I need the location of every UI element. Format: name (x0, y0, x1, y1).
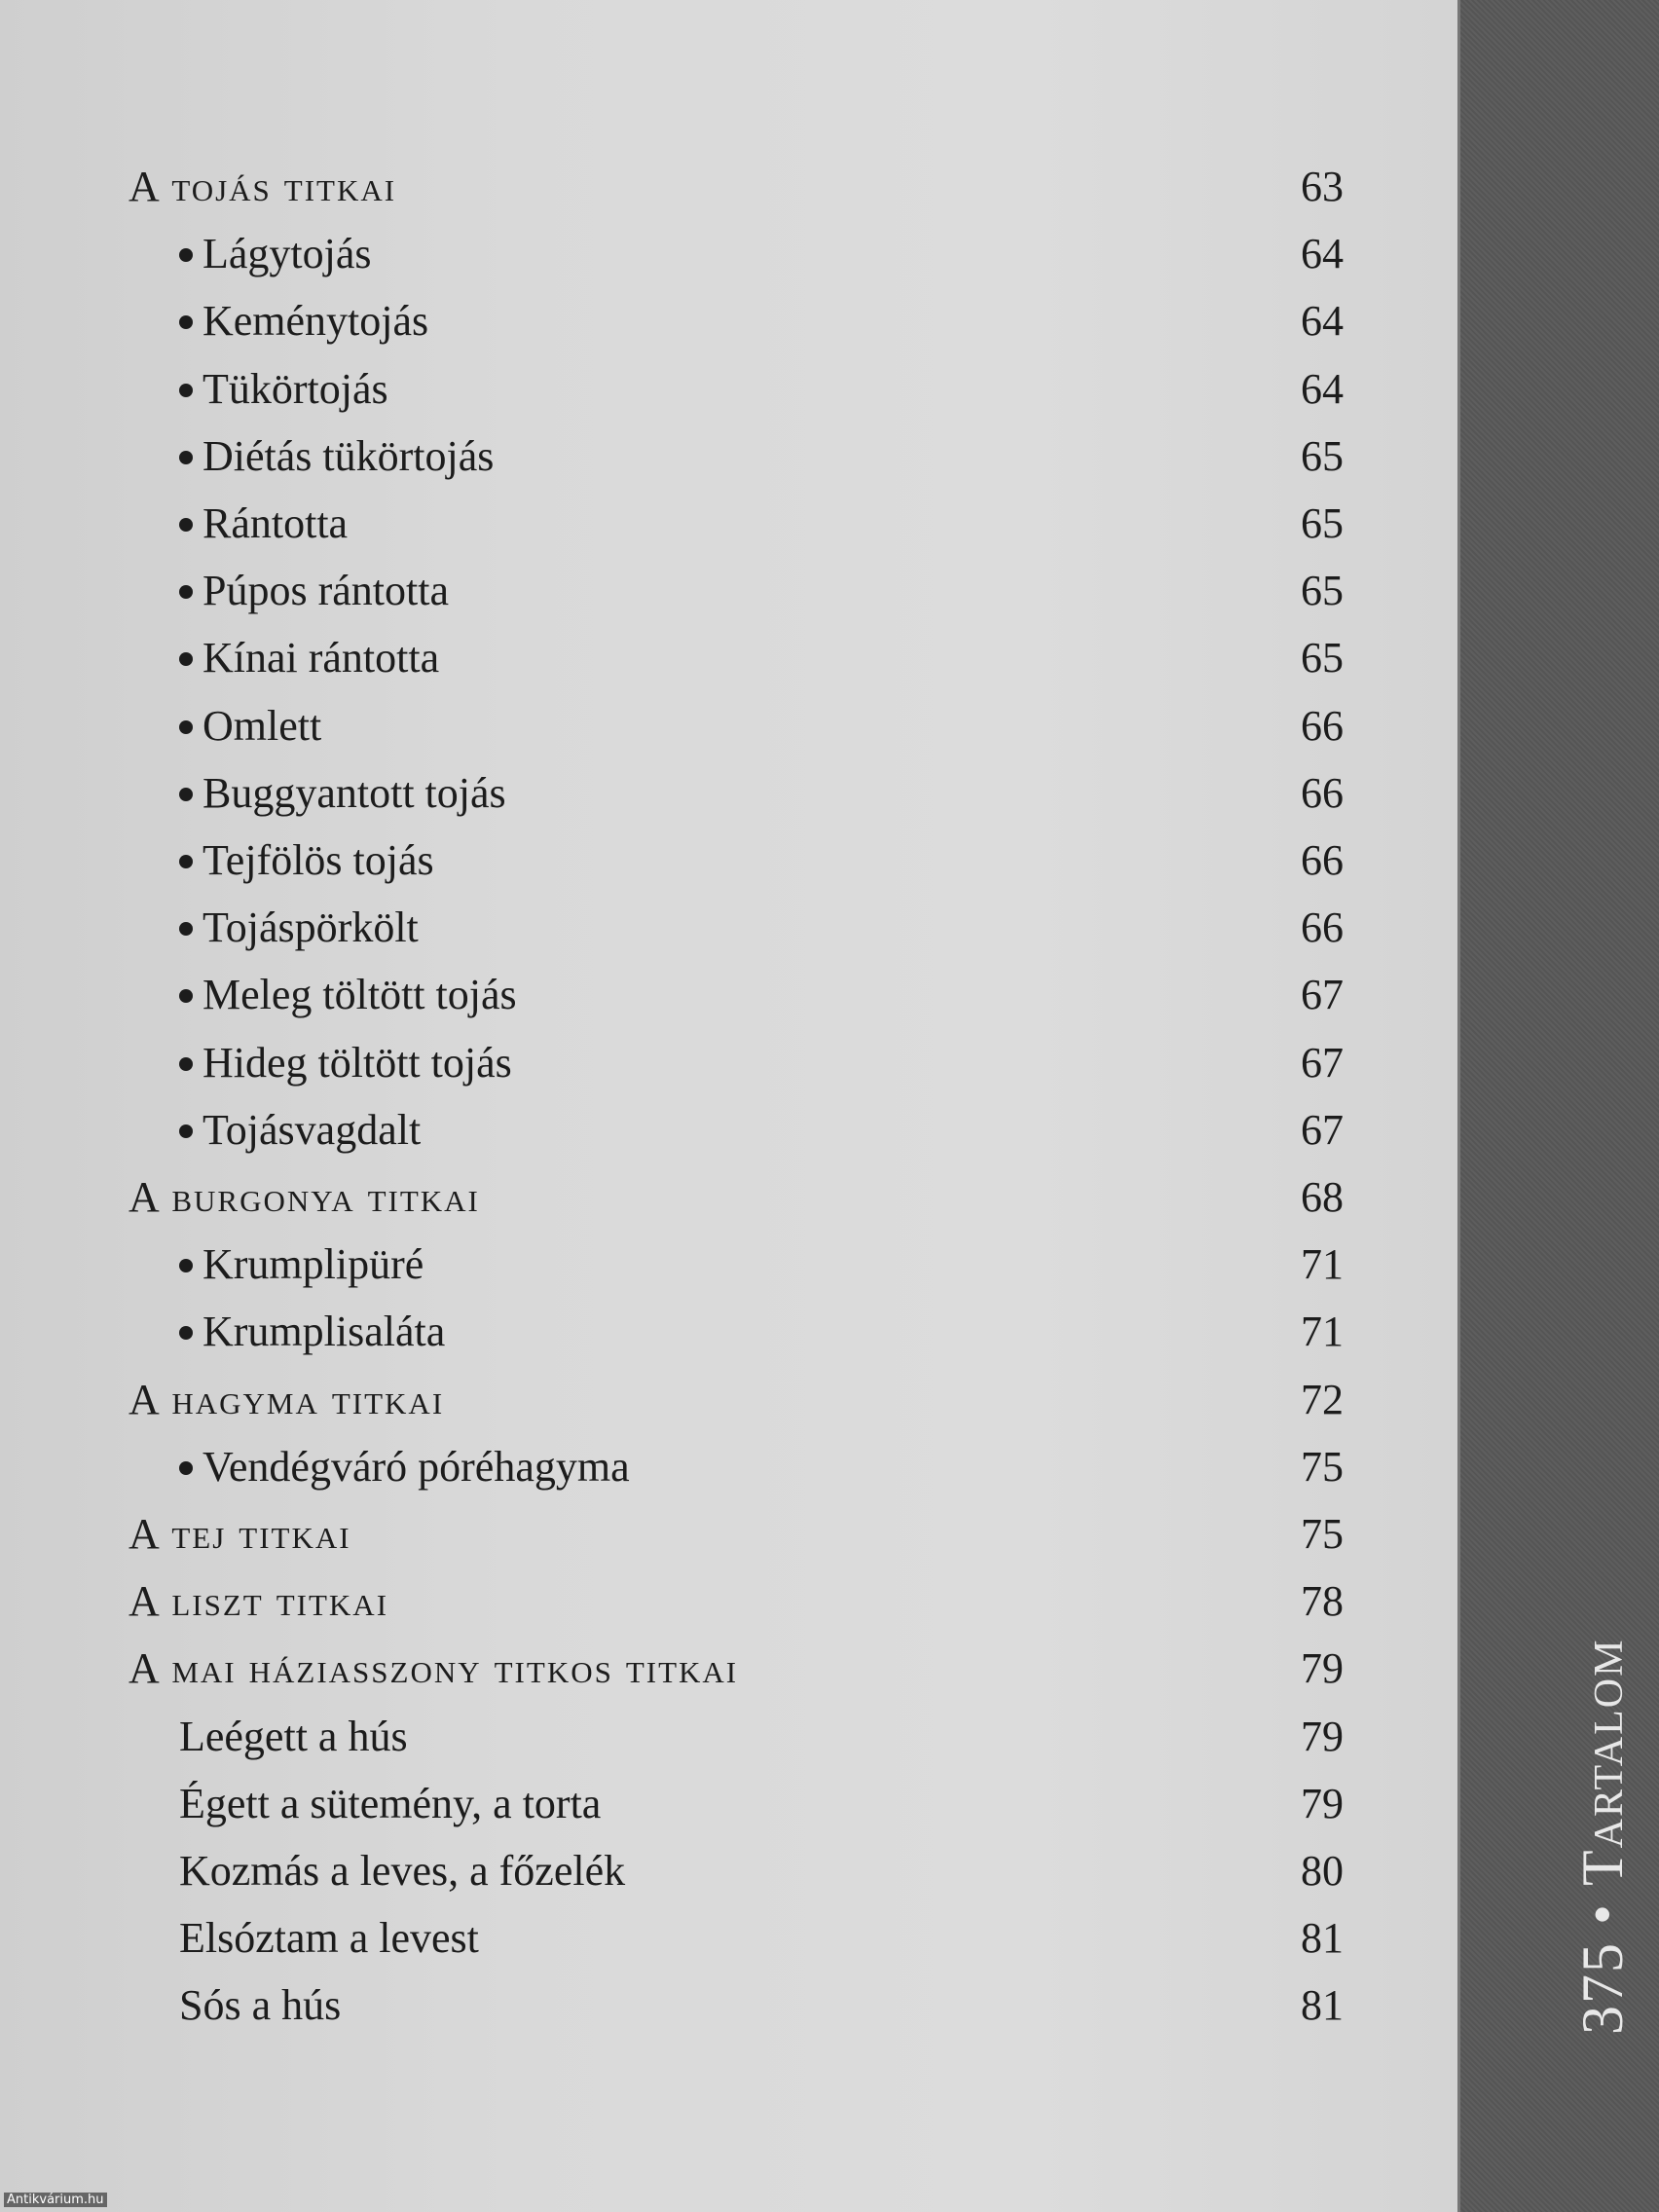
watermark: Antikvárium.hu (4, 2193, 107, 2207)
toc-entry-title (179, 831, 434, 890)
toc-entry (0, 360, 1363, 426)
toc-entry (0, 1976, 1363, 2043)
toc-section-title (129, 1371, 444, 1429)
running-separator: • (1570, 1901, 1635, 1925)
toc-page-number: 71 (1301, 1308, 1344, 1356)
toc-entry-title (179, 966, 517, 1024)
toc-page-number: 66 (1301, 768, 1344, 817)
toc-page-number: 79 (1301, 1644, 1344, 1693)
toc-entry (0, 831, 1363, 898)
toc-page-number: 67 (1301, 1038, 1344, 1087)
toc-page-number: 67 (1301, 971, 1344, 1019)
toc-entry-label: A liszt titkai (129, 1577, 389, 1626)
toc-entry-title (179, 1235, 424, 1294)
toc-page-number: 63 (1301, 163, 1344, 210)
toc-section-title (129, 158, 396, 216)
bullet-icon (179, 788, 193, 801)
toc-entry-label: Krumplisaláta (203, 1308, 446, 1356)
toc-entry-label: Kozmás a leves, a főzelék (179, 1847, 626, 1895)
toc-entry (0, 1438, 1363, 1504)
toc-section-title (129, 1505, 351, 1564)
bullet-icon (179, 585, 193, 599)
toc-entry (0, 899, 1363, 965)
toc-entry-label: Meleg töltött tojás (203, 971, 517, 1019)
toc-section-title (129, 1572, 388, 1631)
toc-page-number: 81 (1301, 1914, 1344, 1963)
toc-page-number: 64 (1301, 230, 1344, 278)
toc-entry (0, 427, 1363, 494)
toc-entry-title (179, 1976, 341, 2035)
toc-entry-title (179, 1034, 512, 1092)
toc-page-number: 67 (1301, 1105, 1344, 1154)
toc-entry (0, 697, 1363, 763)
toc-page-number: 79 (1301, 1712, 1344, 1760)
toc-page-number: 75 (1301, 1510, 1344, 1558)
toc-entry-label: Keménytojás (203, 297, 429, 346)
toc-entry-label: Elsóztam a levest (179, 1914, 479, 1963)
toc-entry (0, 1101, 1363, 1167)
toc-entry-label: Tejfölös tojás (203, 836, 434, 884)
bullet-icon (179, 1326, 193, 1340)
toc-entry-title (179, 292, 428, 350)
toc-entry-label: Omlett (203, 701, 322, 750)
toc-entry (0, 1640, 1363, 1706)
toc-entry (0, 1505, 1363, 1571)
bullet-icon (179, 1124, 193, 1138)
toc-entry-title (179, 427, 494, 486)
toc-entry-title (179, 697, 321, 756)
toc-entry-title (179, 1438, 630, 1496)
toc-entry (0, 1842, 1363, 1908)
toc-entry-title (179, 1303, 445, 1361)
toc-entry-title (179, 1842, 625, 1900)
bullet-icon (179, 1057, 193, 1071)
toc-entry-title (179, 562, 449, 620)
toc-entry-label: Vendégváró póréhagyma (203, 1442, 630, 1491)
toc-entry-label: Leégett a hús (179, 1712, 408, 1760)
running-title: Tartalom (1570, 1638, 1635, 1886)
toc-entry (0, 629, 1363, 695)
toc-entry (0, 495, 1363, 561)
toc-page-number: 66 (1301, 701, 1344, 750)
toc-entry (0, 1168, 1363, 1235)
bullet-icon (179, 451, 193, 464)
toc-entry-title (179, 1775, 601, 1833)
toc-entry (0, 966, 1363, 1032)
toc-entry-label: Diétás tükörtojás (203, 431, 495, 480)
toc-section-title (129, 1640, 738, 1698)
toc-entry (0, 1708, 1363, 1774)
toc-entry-label: Lágytojás (203, 230, 372, 278)
toc-page-number: 71 (1301, 1240, 1344, 1289)
toc-entry (0, 764, 1363, 830)
toc-entry (0, 292, 1363, 358)
toc-page-number: 78 (1301, 1577, 1344, 1626)
toc-page-number: 65 (1301, 431, 1344, 480)
toc-entry-label: Égett a sütemény, a torta (179, 1779, 602, 1827)
toc-entry-title (179, 1708, 408, 1766)
toc-entry (0, 1775, 1363, 1841)
toc-page-number: 64 (1301, 364, 1344, 413)
toc-entry (0, 1909, 1363, 1975)
toc-entry-label: Tojáspörkölt (203, 903, 419, 952)
bullet-icon (179, 1259, 193, 1272)
bullet-icon (179, 384, 193, 397)
toc-entry-label: Krumplipüré (203, 1240, 424, 1289)
bullet-icon (179, 720, 193, 734)
bullet-icon (179, 855, 193, 868)
bullet-icon (179, 248, 193, 262)
toc-page-number: 64 (1301, 297, 1344, 346)
toc-page-number: 66 (1301, 836, 1344, 884)
toc-entry-title (179, 629, 439, 687)
toc-entry (0, 158, 1363, 224)
toc-entry-label: Buggyantott tojás (203, 768, 506, 817)
bullet-icon (179, 518, 193, 532)
toc-page-number: 75 (1301, 1442, 1344, 1491)
toc-entry (0, 1034, 1363, 1100)
toc-entry-label: Sós a hús (179, 1981, 342, 2030)
toc-entry-label: A tej titkai (129, 1510, 351, 1558)
toc-entry-label: A tojás titkai (129, 163, 397, 210)
toc-page-number: 66 (1301, 903, 1344, 952)
toc-page-number: 65 (1301, 567, 1344, 615)
toc-entry-title (179, 360, 388, 419)
toc-entry-label: A hagyma titkai (129, 1375, 445, 1423)
running-header (1569, 1639, 1637, 2035)
toc-entry-title (179, 764, 506, 823)
toc-entry-label: Tojásvagdalt (203, 1105, 422, 1154)
toc-entry-title (179, 225, 372, 283)
toc-entry (0, 1303, 1363, 1369)
bullet-icon (179, 1461, 193, 1475)
running-page-number: 375 (1570, 1941, 1635, 2035)
toc-entry-title (179, 1909, 479, 1968)
toc-entry-title (179, 1101, 421, 1160)
toc-section-title (129, 1168, 480, 1227)
bullet-icon (179, 989, 193, 1003)
toc-page-number: 79 (1301, 1779, 1344, 1827)
toc-entry-label: Rántotta (203, 499, 349, 547)
bullet-icon (179, 922, 193, 936)
toc-entry (0, 225, 1363, 291)
toc-page-number: 80 (1301, 1847, 1344, 1895)
toc-entry-title (179, 899, 419, 957)
toc-entry-label: A burgonya titkai (129, 1173, 480, 1221)
toc-entry (0, 562, 1363, 628)
toc-entry (0, 1235, 1363, 1302)
bullet-icon (179, 315, 193, 329)
toc-page-number: 72 (1301, 1375, 1344, 1423)
toc-page-number: 81 (1301, 1981, 1344, 2030)
toc-entry-title (179, 495, 348, 553)
toc-entry (0, 1572, 1363, 1639)
toc-entry-label: Púpos rántotta (203, 567, 449, 615)
toc-entry (0, 1371, 1363, 1437)
toc-page-number: 65 (1301, 634, 1344, 682)
toc-entry-label: Hideg töltött tojás (203, 1038, 512, 1087)
toc-entry-label: A mai háziasszony titkos titkai (129, 1644, 739, 1693)
toc-entry-label: Tükörtojás (203, 364, 388, 413)
toc-entry-label: Kínai rántotta (203, 634, 440, 682)
bullet-icon (179, 652, 193, 666)
toc-page-number: 68 (1301, 1173, 1344, 1221)
toc-page-number: 65 (1301, 499, 1344, 547)
